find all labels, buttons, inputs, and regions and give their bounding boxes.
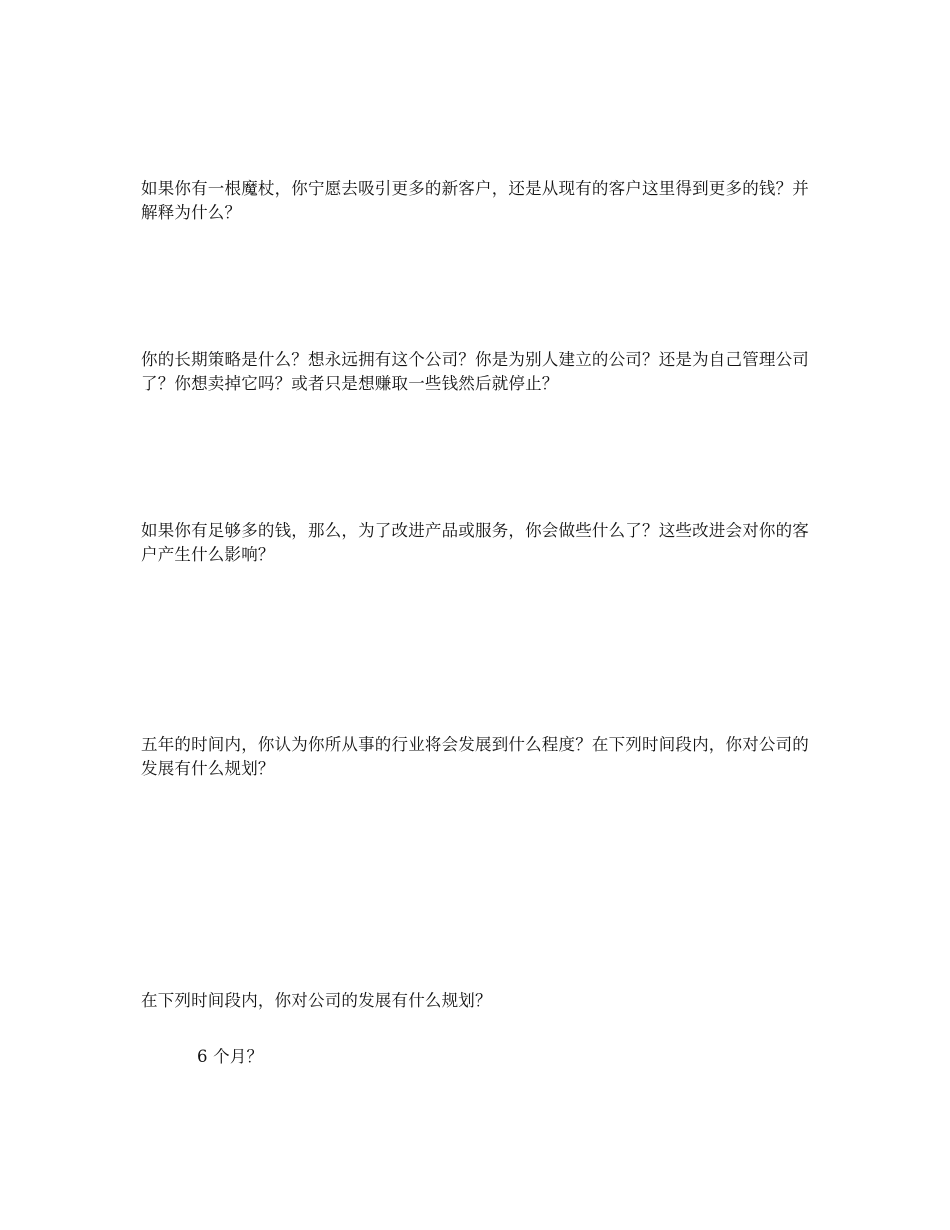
question-time-periods: 在下列时间段内，你对公司的发展有什么规划？ [141, 991, 492, 1010]
question-five-years: 五年的时间内，你认为你所从事的行业将会发展到什么程度？在下列时间段内，你对公司的发展有什么规划？ [141, 735, 809, 778]
sub-item-six-months: 6 个月？ [197, 1047, 264, 1066]
question-long-term-strategy: 你的长期策略是什么？想永远拥有这个公司？你是为别人建立的公司？还是为自己管理公司了？你想卖掉它吗？或者只是想赚取一些钱然后就停止？ [141, 350, 809, 393]
question-enough-money: 如果你有足够多的钱，那么，为了改进产品或服务，你会做些什么了？这些改进会对你的客户产生什么影响？ [141, 521, 809, 564]
question-magic-wand: 如果你有一根魔杖，你宁愿去吸引更多的新客户，还是从现有的客户这里得到更多的钱？并解释为什么？ [141, 179, 809, 222]
